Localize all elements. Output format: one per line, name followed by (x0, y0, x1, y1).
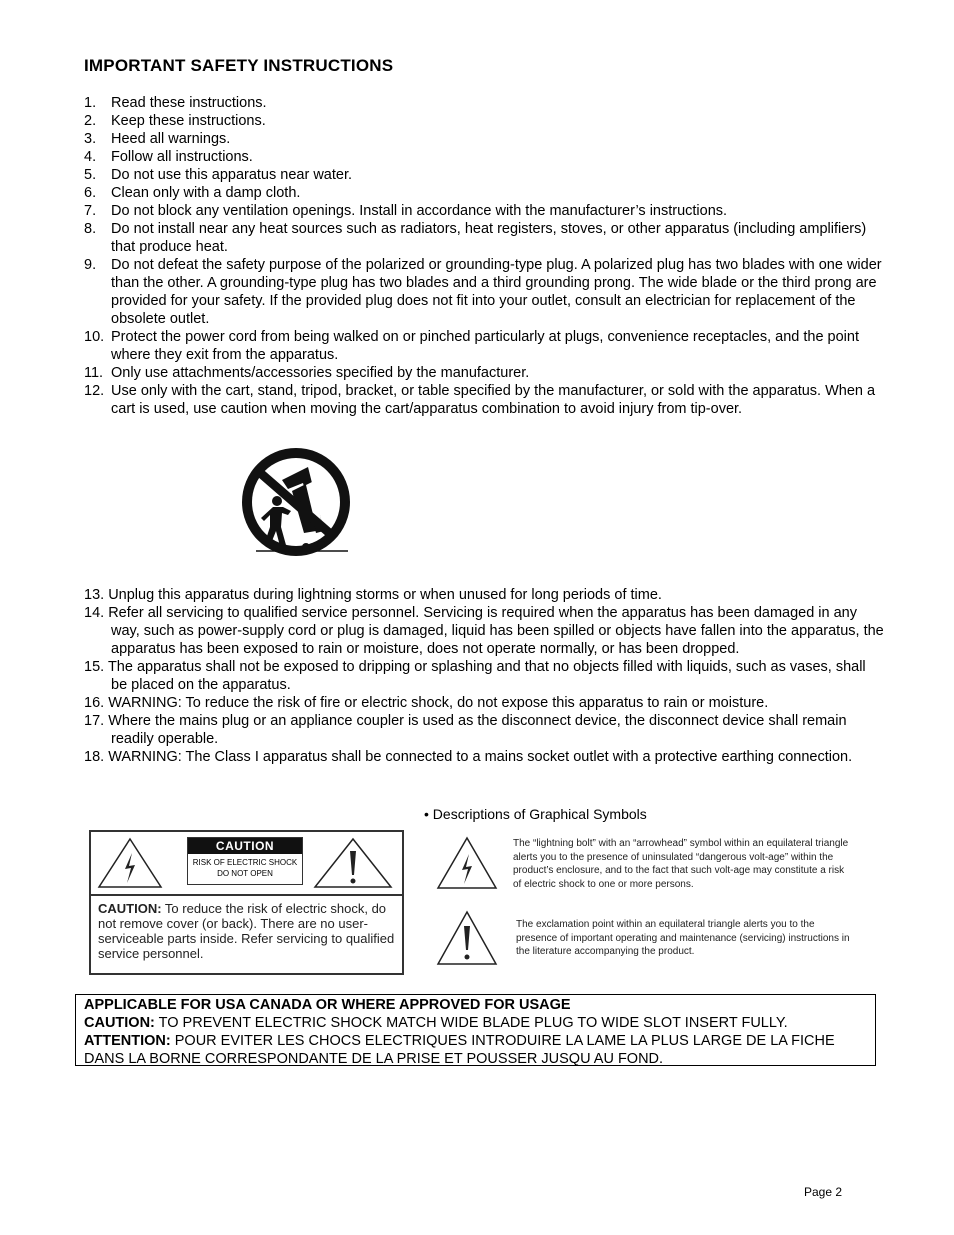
item-text: Unplug this apparatus during lightning storms or when unused for long periods of time. (108, 587, 662, 603)
notice-caution: CAUTION: TO PREVENT ELECTRIC SHOCK MATCH WIDE BLADE PLUG TO WIDE SLOT INSERT FULLY. (84, 1015, 788, 1031)
item-text: Where the mains plug or an appliance coupler is used as the disconnect device, the disconnect device shall remain readily operable. (108, 713, 847, 747)
item-text: Keep these instructions. (111, 113, 266, 129)
item-number: 7. (84, 203, 97, 219)
caution-label-line: DO NOT OPEN (217, 869, 273, 878)
item-number: 14. (84, 605, 105, 621)
exclamation-symbol-description: The exclamation point within an equilateral triangle alerts you to the presence of important operating and maintenance (servicing) instructions in the literature accompanying the product. (516, 919, 850, 957)
instruction-item (84, 202, 884, 220)
instruction-item (84, 112, 884, 130)
item-text: Do not defeat the safety purpose of the polarized or grounding-type plug. A polarized plug has two blades with one wider than the other. A grounding-type plug has two blades and a third grounding prong. The wide blade or the third prong are provided for your safety. If the provided plug does not fit into your outlet, consult an electrician for replacement of the obsolete outlet. (111, 257, 882, 327)
item-text: WARNING: To reduce the risk of fire or electric shock, do not expose this apparatus to rain or moisture. (108, 695, 769, 711)
item-text: Do not install near any heat sources such as radiators, heat registers, stoves, or other apparatus (including amplifiers) that produce heat. (111, 221, 867, 255)
item-text: WARNING: The Class I apparatus shall be connected to a mains socket outlet with a protective earthing connection. (108, 749, 853, 765)
instruction-item (84, 712, 884, 748)
item-number: 6. (84, 185, 97, 201)
instruction-item (84, 586, 884, 604)
item-number: 2. (84, 113, 97, 129)
item-text: The apparatus shall not be exposed to dripping or splashing and that no objects filled with liquids, such as vases, shall be placed on the apparatus. (107, 659, 866, 693)
instruction-item (84, 364, 884, 382)
item-text: Do not use this apparatus near water. (111, 167, 353, 183)
instruction-item (84, 130, 884, 148)
instruction-item (84, 604, 884, 658)
item-number: 18. (84, 749, 105, 765)
item-text: Only use attachments/accessories specified by the manufacturer. (111, 365, 530, 381)
safety-instructions-list-continued (84, 586, 884, 766)
item-number: 10. (84, 329, 105, 345)
caution-label-line: RISK OF ELECTRIC SHOCK (192, 858, 298, 867)
instruction-item (84, 748, 884, 766)
exclamation-warning-icon (313, 837, 393, 889)
item-number: 12. (84, 383, 105, 399)
instruction-item (84, 148, 884, 166)
item-text: Use only with the cart, stand, tripod, bracket, or table specified by the manufacturer, or sold with the apparatus. When a cart is used, use caution when moving the cart/apparatus combination to avoid injury from tip-over. (111, 383, 876, 417)
caution-text: CAUTION: To reduce the risk of electric shock, do not remove cover (or back). There are no user-serviceable parts inside. Refer servicing to qualified service personnel. (98, 901, 395, 961)
instruction-item (84, 256, 884, 328)
item-text: Protect the power cord from being walked on or pinched particularly at plugs, convenience receptacles, and the point where they exit from the apparatus. (111, 329, 859, 363)
instruction-item (84, 382, 884, 418)
symbols-heading: • Descriptions of Graphical Symbols (424, 806, 647, 822)
item-number: 8. (84, 221, 97, 237)
item-text: Do not block any ventilation openings. Install in accordance with the manufacturer’s instructions. (111, 203, 728, 219)
instruction-item (84, 220, 884, 256)
instruction-item (84, 166, 884, 184)
exclamation-warning-icon (436, 910, 498, 966)
lightning-warning-icon (436, 836, 498, 890)
caution-label (187, 837, 303, 885)
item-number: 1. (84, 95, 97, 111)
caution-label-head: CAUTION (188, 838, 302, 854)
item-number: 16. (84, 695, 105, 711)
usa-canada-notice (75, 994, 876, 1066)
page-title: IMPORTANT SAFETY INSTRUCTIONS (84, 56, 394, 75)
item-number: 15. (84, 659, 105, 675)
instruction-item (84, 328, 884, 364)
lightning-symbol-description: The “lightning bolt” with an “arrowhead” symbol within an equilateral triangle alerts you to the presence of uninsulated “dangerous volt-age” within the product’s enclosure, and to the fact that such volt-age may constitute a risk of electric shock to one or more persons. (513, 838, 849, 890)
item-number: 9. (84, 257, 97, 273)
instruction-item (84, 694, 884, 712)
item-text: Refer all servicing to qualified service personnel. Servicing is required when the apparatus has been damaged in any way, such as power-supply cord or plug is damaged, liquid has been spilled or objects have fallen into the apparatus, the apparatus has been exposed to rain or moisture, does not operate normally, or has been dropped. (108, 605, 884, 657)
safety-instructions-list (84, 94, 884, 418)
item-number: 13. (84, 587, 105, 603)
item-number: 17. (84, 713, 105, 729)
notice-attention: ATTENTION: POUR EVITER LES CHOCS ELECTRIQUES INTRODUIRE LA LAME LA PLUS LARGE DE LA FICHE DANS LA BORNE CORRESPONDANTE DE LA PRISE ET POUSSER JUSQU AU FOND. (84, 1033, 835, 1067)
item-text: Clean only with a damp cloth. (111, 185, 301, 201)
lightning-warning-icon (97, 837, 163, 889)
instruction-item (84, 184, 884, 202)
item-text: Follow all instructions. (111, 149, 253, 165)
cart-tipover-warning-icon (236, 445, 356, 560)
caution-box-divider (91, 894, 402, 896)
item-number: 4. (84, 149, 97, 165)
item-number: 11. (84, 365, 104, 381)
instruction-item (84, 94, 884, 112)
notice-heading: APPLICABLE FOR USA CANADA OR WHERE APPROVED FOR USAGE (84, 997, 571, 1013)
item-number: 5. (84, 167, 97, 183)
page-number: Page 2 (804, 1185, 843, 1199)
item-text: Heed all warnings. (111, 131, 231, 147)
instruction-item (84, 658, 884, 694)
item-text: Read these instructions. (111, 95, 267, 111)
caution-label-box (89, 830, 404, 975)
item-number: 3. (84, 131, 97, 147)
